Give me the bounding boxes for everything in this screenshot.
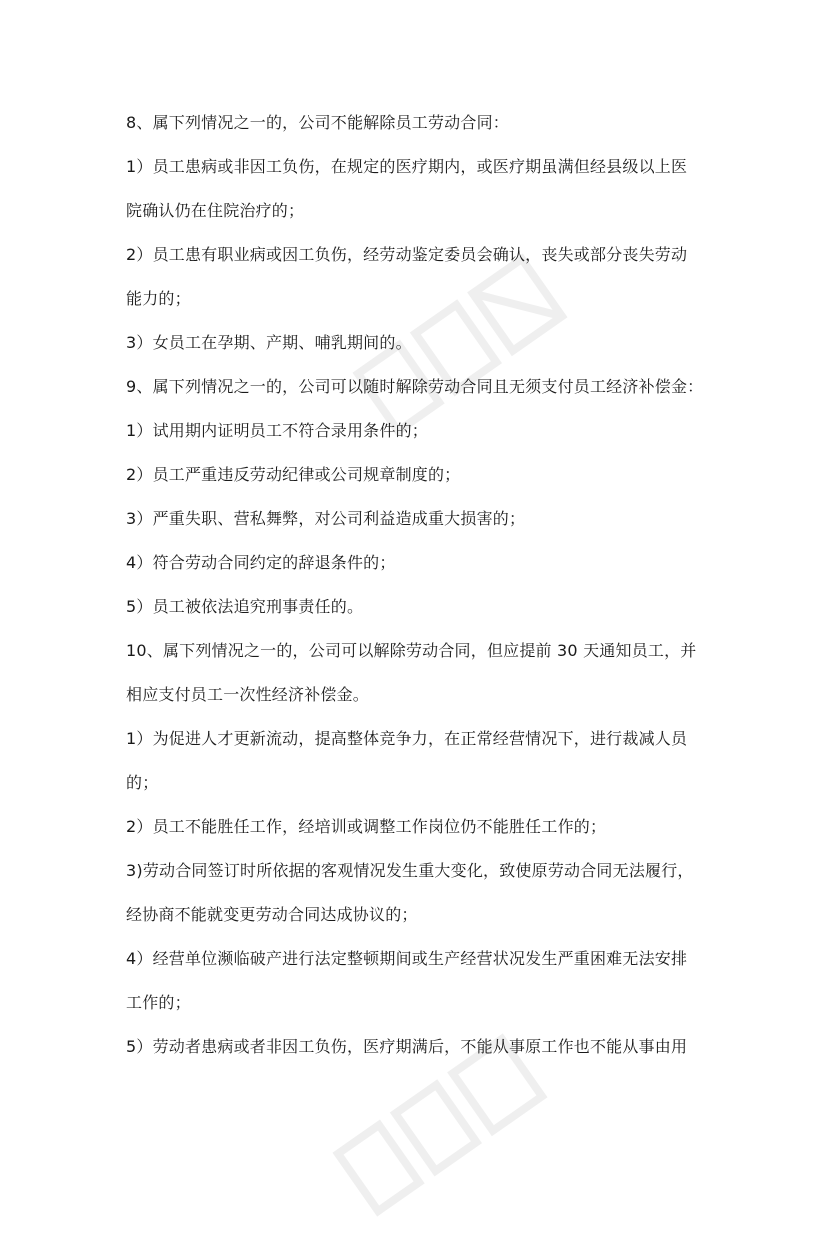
clause-8-item-3: 3）女员工在孕期、产期、哺乳期间的。 bbox=[126, 333, 412, 352]
clause-9-item-4: 4）符合劳动合同约定的辞退条件的； bbox=[126, 553, 396, 572]
clause-10-item-5: 5）劳动者患病或者非因工负伤，医疗期满后，不能从事原工作也不能从事由用 bbox=[126, 1037, 688, 1056]
clause-10-heading: 10、属下列情况之一的，公司可以解除劳动合同，但应提前 30 天通知员工，并 bbox=[126, 641, 697, 660]
clause-10-item-1: 1）为促进人才更新流动，提高整体竞争力，在正常经营情况下，进行裁减人员 bbox=[126, 729, 688, 748]
clause-10-item-3-cont: 经协商不能就变更劳动合同达成协议的； bbox=[126, 905, 418, 924]
clause-8-item-2: 2）员工患有职业病或因工负伤，经劳动鉴定委员会确认，丧失或部分丧失劳动 bbox=[126, 245, 688, 264]
clause-10-item-4-cont: 工作的； bbox=[126, 993, 191, 1012]
clause-9-item-1: 1）试用期内证明员工不符合录用条件的； bbox=[126, 421, 428, 440]
clause-10-item-4: 4）经营单位濒临破产进行法定整顿期间或生产经营状况发生严重困难无法安排 bbox=[126, 949, 688, 968]
clause-9-item-5: 5）员工被依法追究刑事责任的。 bbox=[126, 597, 364, 616]
clause-9-item-3: 3）严重失职、营私舞弊，对公司利益造成重大损害的； bbox=[126, 509, 526, 528]
clause-9-item-2: 2）员工严重违反劳动纪律或公司规章制度的； bbox=[126, 465, 461, 484]
clause-10-heading-cont: 相应支付员工一次性经济补偿金。 bbox=[126, 685, 370, 704]
clause-8-heading: 8、属下列情况之一的，公司不能解除员工劳动合同： bbox=[126, 113, 509, 132]
clause-9-heading: 9、属下列情况之一的，公司可以随时解除劳动合同且无须支付员工经济补偿金： bbox=[126, 377, 704, 396]
clause-10-item-2: 2）员工不能胜任工作，经培训或调整工作岗位仍不能胜任工作的； bbox=[126, 817, 607, 836]
clause-8-item-2-cont: 能力的； bbox=[126, 289, 191, 308]
clause-10-item-3: 3)劳动合同签订时所依据的客观情况发生重大变化，致使原劳动合同无法履行， bbox=[126, 861, 694, 880]
clause-10-item-1-cont: 的； bbox=[126, 773, 159, 792]
clause-8-item-1: 1）员工患病或非因工负伤，在规定的医疗期内，或医疗期虽满但经县级以上医 bbox=[126, 157, 688, 176]
clause-8-item-1-cont: 院确认仍在住院治疗的； bbox=[126, 201, 305, 220]
